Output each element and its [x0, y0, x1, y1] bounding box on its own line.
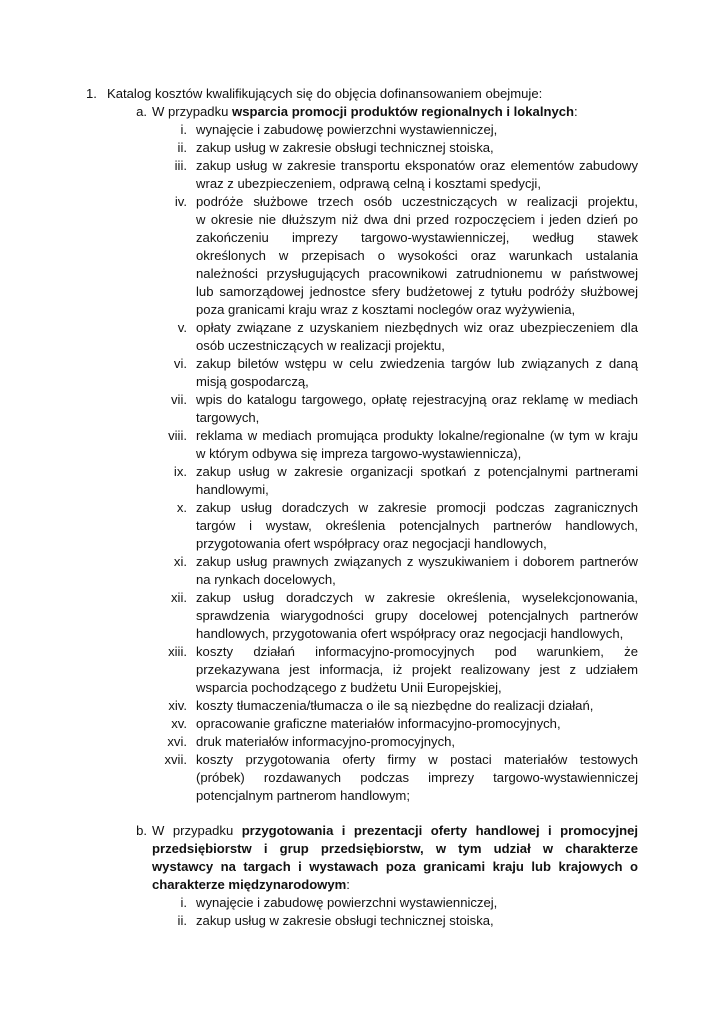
a-item-line: zakończeniu imprezy targowo-wystawienniczej, według stawek: [196, 230, 638, 245]
a-item-line: handlowymi,: [196, 482, 269, 497]
a-item-line: przekazywana jest informacja, iż projekt realizowany jest z udziałem: [196, 662, 638, 677]
a-item-number: xii.: [170, 590, 187, 605]
a-item-line: na rynkach docelowych,: [196, 572, 336, 587]
section-b-heading-bold: charakterze międzynarodowym: [152, 877, 347, 892]
a-item-line: wpis do katalogu targowego, opłatę rejestracyjną oraz reklamę w mediach: [196, 392, 638, 407]
a-item-line: przygotowania ofert współpracy oraz negocjacji handlowych,: [196, 536, 547, 551]
a-item-line: koszty przygotowania oferty firmy w postaci materiałów testowych: [196, 752, 638, 767]
a-item-number: xv.: [171, 716, 187, 731]
a-item-number: vi.: [173, 356, 187, 371]
a-item-line: (próbek) rozdawanych podczas imprezy targowo-wystawienniczej: [196, 770, 638, 785]
a-item-number: xi.: [173, 554, 187, 569]
a-item-line: poza granicami kraju wraz z kosztami noclegów oraz wyżywienia,: [196, 302, 576, 317]
section-a-heading-post: :: [574, 104, 578, 119]
section-a-heading-bold: wsparcia promocji produktów regionalnych i lokalnych: [232, 104, 575, 119]
a-item-line: zakup usług prawnych związanych z wyszukiwaniem i doborem partnerów: [196, 554, 638, 569]
a-item-line: opłaty związane z uzyskaniem niezbędnych wiz oraz ubezpieczeniem dla: [196, 320, 638, 335]
section-b-letter: b.: [136, 823, 147, 838]
section-a-heading-pre: W przypadku: [152, 104, 233, 119]
a-item-line: potencjalnym partnerom handlowym;: [196, 788, 410, 803]
a-item-line: druk materiałów informacyjno-promocyjnych,: [196, 734, 456, 749]
a-item-number: iii.: [174, 158, 187, 173]
section-b-heading-line: [152, 876, 638, 894]
section-b-heading-bold: wystawcy na targach i wystawach poza granicami kraju lub krajowych o: [152, 859, 638, 874]
a-item-line: w którym odbywa się impreza targowo-wystawiennicza),: [196, 446, 522, 461]
section-b-heading-line: [152, 840, 638, 858]
section-a-letter: a.: [136, 104, 147, 119]
a-item-number: xiv.: [168, 698, 187, 713]
section-b-heading-line: [152, 822, 638, 840]
a-item-number: vii.: [170, 392, 187, 407]
section-b-heading-bold: przedsiębiorstw i grup przedsiębiorstw, w tym udział w charakterze: [152, 841, 638, 856]
b-item-number: i.: [180, 895, 187, 910]
a-item-line: należności przysługujących pracownikowi zatrudnionemu w państwowej: [196, 266, 638, 281]
section-a-heading: [152, 103, 638, 121]
a-item-line: reklama w mediach promująca produkty lokalne/regionalne (w tym w kraju: [196, 428, 638, 443]
a-item-line: opracowanie graficzne materiałów informacyjno-promocyjnych,: [196, 716, 561, 731]
a-item-line: wsparcia pochodzącego z budżetu Unii Europejskiej,: [196, 680, 502, 695]
a-item-line: podróże służbowe trzech osób uczestniczących w realizacji projektu,: [196, 194, 638, 209]
a-item-line: sprawdzenia wiarygodności grupy docelowej potencjalnych partnerów: [196, 608, 638, 623]
item-1-number: 1.: [86, 86, 97, 101]
a-item-line: lub samorządowej jednostce sfery budżetowej z tytułu podróży służbowej: [196, 284, 638, 299]
a-item-line: wraz z ubezpieczeniem, odprawą celną i kosztami spedycji,: [196, 176, 541, 191]
a-item-number: xiii.: [168, 644, 187, 659]
a-item-number: ii.: [177, 140, 187, 155]
a-item-line: zakup usług w zakresie transportu eksponatów oraz elementów zabudowy: [196, 158, 638, 173]
a-item-line: misją gospodarczą,: [196, 374, 309, 389]
a-item-line: targów i wystaw, określenia potencjalnych partnerów handlowych,: [196, 518, 638, 533]
item-1-text: Katalog kosztów kwalifikujących się do objęcia dofinansowaniem obejmuje:: [107, 86, 543, 101]
b-item-line: wynajęcie i zabudowę powierzchni wystawienniczej,: [196, 895, 498, 910]
a-item-number: x.: [176, 500, 187, 515]
a-item-line: osób uczestniczących w realizacji projektu,: [196, 338, 445, 353]
b-item-number: ii.: [177, 913, 187, 928]
a-item-number: viii.: [168, 428, 187, 443]
a-item-line: określonych w przepisach o wysokości oraz warunkach ustalania: [196, 248, 638, 263]
a-item-number: i.: [180, 122, 187, 137]
a-item-line: w okresie nie dłuższym niż dwa dni przed rozpoczęciem i jeden dzień po: [196, 212, 638, 227]
a-item-line: koszty działań informacyjno-promocyjnych pod warunkiem, że: [196, 644, 638, 659]
a-item-line: koszty tłumaczenia/tłumacza o ile są niezbędne do realizacji działań,: [196, 698, 594, 713]
a-item-number: v.: [177, 320, 187, 335]
a-item-line: targowych,: [196, 410, 260, 425]
a-item-line: zakup usług doradczych w zakresie określenia, wyselekcjonowania,: [196, 590, 638, 605]
section-b-heading-line: [152, 858, 638, 876]
section-b-heading-post: :: [346, 877, 350, 892]
a-item-number: xvi.: [167, 734, 187, 749]
a-item-line: zakup usług w zakresie obsługi technicznej stoiska,: [196, 140, 494, 155]
section-b-heading-pre: W przypadku: [152, 823, 242, 838]
a-item-number: iv.: [174, 194, 187, 209]
a-item-line: handlowych, przygotowania ofert współpracy oraz negocjacji handlowych,: [196, 626, 624, 641]
a-item-line: zakup usług doradczych w zakresie promocji podczas zagranicznych: [196, 500, 638, 515]
b-item-line: zakup usług w zakresie obsługi technicznej stoiska,: [196, 913, 494, 928]
a-item-line: wynajęcie i zabudowę powierzchni wystawienniczej,: [196, 122, 498, 137]
a-item-number: ix.: [173, 464, 187, 479]
a-item-line: zakup usług w zakresie organizacji spotkań z potencjalnymi partnerami: [196, 464, 638, 479]
a-item-number: xvii.: [164, 752, 187, 767]
a-item-line: zakup biletów wstępu w celu zwiedzenia targów lub związanych z daną: [196, 356, 638, 371]
section-b-heading-bold: przygotowania i prezentacji oferty handlowej i promocyjnej: [241, 823, 639, 838]
